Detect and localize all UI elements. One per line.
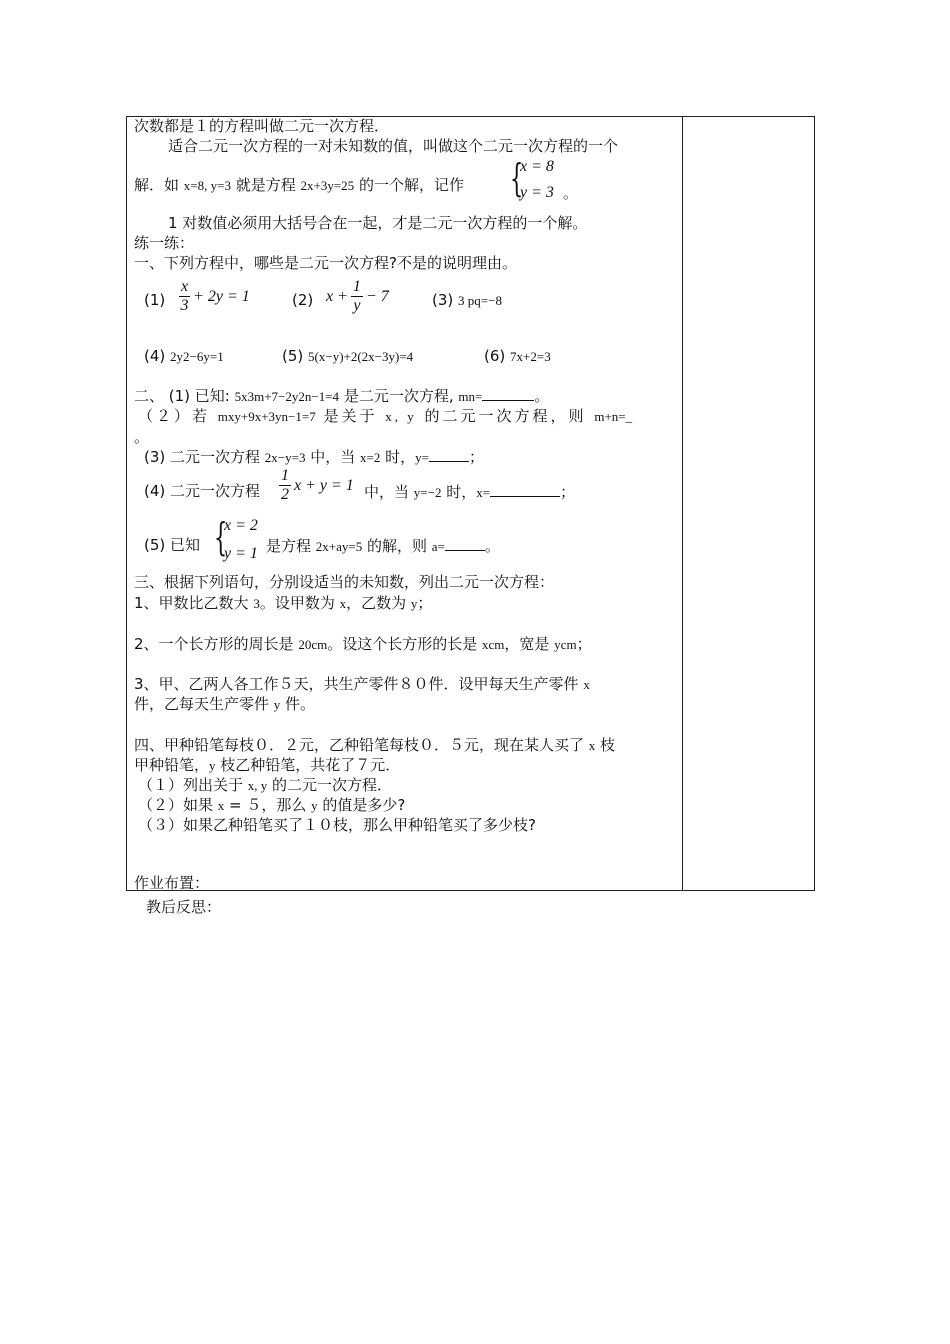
q1-eq4: (4) 2y2−6y=1 (144, 347, 224, 365)
sys1-end: 。 (563, 184, 579, 202)
q2-line-4-rest: 中，当 y=−2 时，x= ； (364, 483, 576, 501)
q1-title: 一、下列方程中，哪些是二元一次方程?不是的说明理由。 (134, 254, 517, 272)
intro-line-3: 解．如 x=8, y=3 就是方程 2x+3y=25 的一个解，记作 (134, 176, 464, 194)
q3-item-2: 2、一个长方形的周长是 20cm。设这个长方形的长是 xcm，宽是 ycm； (134, 635, 592, 653)
q4-line-1: 四、甲种铅笔每枝０．２元，乙种铅笔每枝０．５元，现在某人买了 x 枝 (134, 736, 616, 754)
q2-line-5-rest: 是方程 2x+ay=5 的解，则 a= 。 (266, 537, 500, 555)
practice-heading: 练一练： (134, 234, 195, 252)
q2-line-4-label: (4) 二元一次方程 (144, 482, 261, 500)
intro-line-1: 次数都是１的方程叫做二元一次方程． (134, 117, 390, 135)
q4-line-2: 甲种铅笔，y 枝乙种铅笔，共花了７元． (134, 756, 401, 774)
q3-item-3-line-2: 件，乙每天生产零件 y 件。 (134, 695, 316, 713)
q4-sub-3: （３）如果乙种铅笔买了１０枝，那么甲种铅笔买了多少枝? (138, 816, 536, 834)
reflection-label: 教后反思： (146, 898, 222, 916)
q2-line-3: (3) 二元一次方程 2x−y=3 中，当 x=2 时，y= ； (144, 448, 484, 466)
q1-eq6: (6) 7x+2=3 (484, 347, 551, 365)
q2-line-2-wrap: 。 (134, 428, 150, 446)
q1-eq2-label: (2) (292, 291, 314, 309)
q1-eq5: (5) 5(x−y)+2(2x−3y)=4 (282, 347, 414, 365)
q3-item-1: 1、甲数比乙数大 3。设甲数为 x，乙数为 y； (134, 594, 433, 612)
intro-line-4: 1 对数值必须用大括号合在一起，才是二元一次方程的一个解。 (168, 214, 588, 232)
homework-label: 作业布置： (134, 874, 210, 892)
solution-system-2: { x = 2 y = 1 (214, 515, 258, 562)
column-divider (682, 117, 683, 890)
q2-line-4-eq: $\frac{1}{2}$ x + y = 1 (281, 467, 354, 503)
q1-eq2: x + $\frac{1}{y}$ − 7 (326, 278, 389, 314)
q1-eq3: (3) 3 pq=−8 (432, 291, 502, 309)
q1-eq1: $\frac{x}{3}$ + 2y = 1 (180, 278, 250, 314)
q4-sub-2: （２）如果 x = ５，那么 y 的值是多少? (138, 796, 406, 814)
q2-line-5-label: (5) 已知 (144, 536, 201, 554)
q2-line-2: （２）若 mxy+9x+3yn−1=7 是关于 x, y 的二元一次方程，则 m+n=_ (138, 407, 633, 425)
q2-line-1: 二、 (1) 已知: 5x3m+7−2y2n−1=4 是二元一次方程, mn= 。 (134, 387, 550, 405)
q3-title: 三、根据下列语句，分别设适当的未知数，列出二元一次方程： (134, 573, 555, 591)
q1-eq1-label: (1) (144, 291, 166, 309)
solution-system-1: { x = 8 y = 3 (510, 156, 554, 201)
intro-line-2: 适合二元一次方程的一对未知数的值，叫做这个二元一次方程的一个 (168, 137, 619, 155)
q3-item-3-line-1: 3、甲、乙两人各工作５天，共生产零件８０件．设甲每天生产零件 x (134, 675, 590, 693)
q4-sub-1: （１）列出关于 x, y 的二元一次方程． (138, 776, 393, 794)
